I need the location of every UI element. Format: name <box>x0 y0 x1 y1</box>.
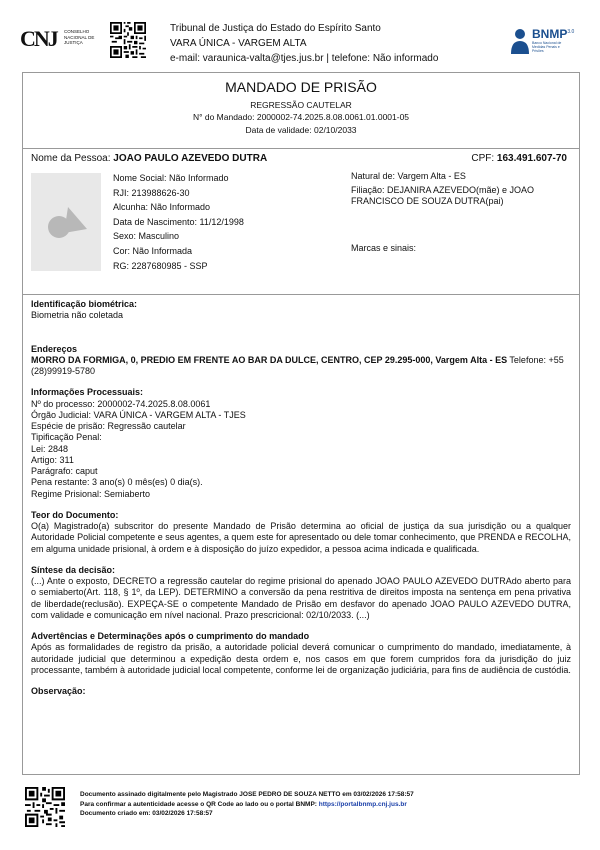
process-number: Nº do processo: 2000002-74.2025.8.08.0061 <box>31 398 211 409</box>
warnings-heading: Advertências e Determinações após o cumprimento do mandado <box>31 631 310 641</box>
process-remaining-sentence: Pena restante: 3 ano(s) 0 mês(es) 0 dia(s). <box>31 477 203 488</box>
process-typification: Tipificação Penal: <box>31 432 102 443</box>
address-line <box>31 355 571 378</box>
image-placeholder-icon <box>31 173 101 271</box>
cpf-value: 163.491.607-70 <box>496 153 567 164</box>
detail-rg: RG: 2287680985 - SSP <box>113 260 208 271</box>
bnmp-title: $BNMP^{3.0}$ <box>532 27 575 41</box>
warrant-frame <box>22 72 580 775</box>
person-cpf-line <box>471 153 567 166</box>
observation-heading: Observação: <box>31 686 86 696</box>
court-contact: e-mail: varaunica-valta@tjes.jus.br | telefone: Não informado <box>170 53 439 64</box>
court-unit: VARA ÚNICA - VARGEM ALTA <box>170 38 307 49</box>
verification-qr-code-icon[interactable] <box>25 787 65 827</box>
detail-natural: Natural de: Vargem Alta - ES <box>351 171 466 181</box>
document-footer <box>0 780 600 850</box>
process-section <box>31 387 571 500</box>
cpf-label: CPF: <box>471 153 495 164</box>
decision-text: (...) Ante o exposto, DECRETO a regressão cautelar do regime prisional do apenado JOAO PAULO AZEVEDO DUTRAdo aberto para o semiaberto(Art. 118, § 1º, da LEP). DETERMINO a conversão da pena restritiva de direitos imposta na sentença em pena privativa de liberdade(reclusão). EXPEÇA-SE o competente Mandado de Prisão em desfavor do apenado JOAO PAULO AZEVEDO DUTRA, com validade e comunicação em nível nacional. Prazo prescricional: 02/10/2033. (...) <box>31 576 571 620</box>
warnings-section <box>31 631 571 676</box>
qr-code-icon <box>110 22 146 58</box>
warrant-type: REGRESSÃO CAUTELAR <box>250 100 352 110</box>
detail-alias: Alcunha: Não Informado <box>113 202 211 213</box>
detail-marks: Marcas e sinais: <box>351 243 417 253</box>
person-section <box>23 149 579 295</box>
issuing-court-info <box>170 21 438 66</box>
bnmp-logo <box>510 26 590 56</box>
process-arrest-type: Espécie de prisão: Regressão cautelar <box>31 421 186 431</box>
person-name-line <box>31 153 267 166</box>
warrant-content <box>31 299 571 707</box>
content-heading: Teor do Documento: <box>31 509 119 520</box>
bnmp-portal-link[interactable]: https://portalbnmp.cnj.jus.br <box>318 800 407 808</box>
warrant-validity: Data de validade: 02/10/2033 <box>245 125 357 135</box>
bnmp-person-icon <box>510 28 530 54</box>
process-heading: Informações Processuais: <box>31 387 144 398</box>
authenticity-text: Para confirmar a autenticidade acesse o QR Code ao lado ou o portal BNMP: <box>80 800 319 808</box>
cnj-logo <box>20 27 100 51</box>
process-article: Artigo: 311 <box>31 454 74 465</box>
biometric-section <box>31 299 571 322</box>
warrant-title: MANDADO DE PRISÃO <box>225 79 377 95</box>
process-regime: Regime Prisional: Semiaberto <box>31 488 151 499</box>
authenticity-line <box>80 800 414 810</box>
address-heading: Endereços <box>31 343 78 354</box>
person-details <box>113 171 244 273</box>
process-court: Órgão Judicial: VARA ÚNICA - VARGEM ALTA - TJES <box>31 409 246 420</box>
document-header <box>0 0 600 72</box>
cnj-logo-subtitle: CONSELHO NACIONAL DE JUSTIÇA <box>64 29 95 45</box>
decision-heading: Síntese da decisão: <box>31 564 116 575</box>
signature-line: Documento assinado digitalmente pelo Magistrado JOSE PEDRO DE SOUZA NETTO em 03/02/2026 17:58:57 <box>80 791 414 798</box>
bnmp-version: 3.0 <box>567 29 575 35</box>
biometric-heading: Identificação biométrica: <box>31 299 138 309</box>
warnings-text: Após as formalidades de registro da prisão, a autoridade policial deverá comunicar o cumprimento do mandado, imediatamente, à autoridade judicial que determinou a expedição desta ordem e, nos casos em que forem cumpridos fora da jurisdição do juiz processante, também à autoridade judicial local competente, conforme lei de organização judiciária, para fins de audiência de custódia. <box>31 642 571 675</box>
detail-social-name: Nome Social: Não Informado <box>113 173 229 183</box>
content-text: O(a) Magistrado(a) subscritor do presente Mandado de Prisão determina ao oficial de justiça da sua jurisdição ou a qualquer Autoridade Policial competente e seus agentes, a quem este for apresentado ou dele tomar conhecimento, que PRENDA e RECOLHA, em alguma unidade prisional, à ordem e à disposição do juízo expedidor, a pessoa acima indicada e qualificada. <box>31 521 571 554</box>
address-text: MORRO DA FORMIGA, 0, PREDIO EM FRENTE AO BAR DA DULCE, CENTRO, CEP 29.295-000, Vargem Alta - ES <box>31 354 508 365</box>
detail-color: Cor: Não Informada <box>113 245 193 256</box>
process-law: Lei: 2848 <box>31 443 69 454</box>
detail-filiation: Filiação: DEJANIRA AZEVEDO(mãe) e JOAO FRANCISCO DE SOUZA DUTRA(pai) <box>351 184 535 206</box>
detail-birth-date: Data de Nascimento: 11/12/1998 <box>113 216 244 227</box>
detail-sex: Sexo: Masculino <box>113 231 180 242</box>
decision-section <box>31 565 571 621</box>
warrant-title-block <box>23 73 579 149</box>
address-phone: Telefone: +55 (28)99919-5780 <box>31 354 564 376</box>
cnj-logo-mark: CNJ <box>20 26 57 51</box>
court-name: Tribunal de Justiça do Estado do Espírito Santo <box>170 23 381 34</box>
content-section <box>31 510 571 555</box>
person-name-label: Nome da Pessoa: <box>31 153 111 164</box>
person-photo-placeholder <box>31 173 101 271</box>
creation-date-line: Documento criado em: 03/02/2026 17:58:57 <box>80 810 213 817</box>
biometric-text: Biometria não coletada <box>31 310 124 321</box>
bnmp-subtitle: Banco Nacional de Medidas Penais e Prisões <box>532 41 562 53</box>
person-name: JOAO PAULO AZEVEDO DUTRA <box>113 153 268 164</box>
person-origin <box>351 171 561 208</box>
process-paragraph: Parágrafo: caput <box>31 466 98 476</box>
observation-section <box>31 686 571 697</box>
signature-info <box>80 790 414 819</box>
detail-rji: RJI: 213988626-30 <box>113 187 190 198</box>
warrant-number: N° do Mandado: 2000002-74.2025.8.08.0061.01.0001-05 <box>192 112 410 122</box>
address-section <box>31 344 571 378</box>
